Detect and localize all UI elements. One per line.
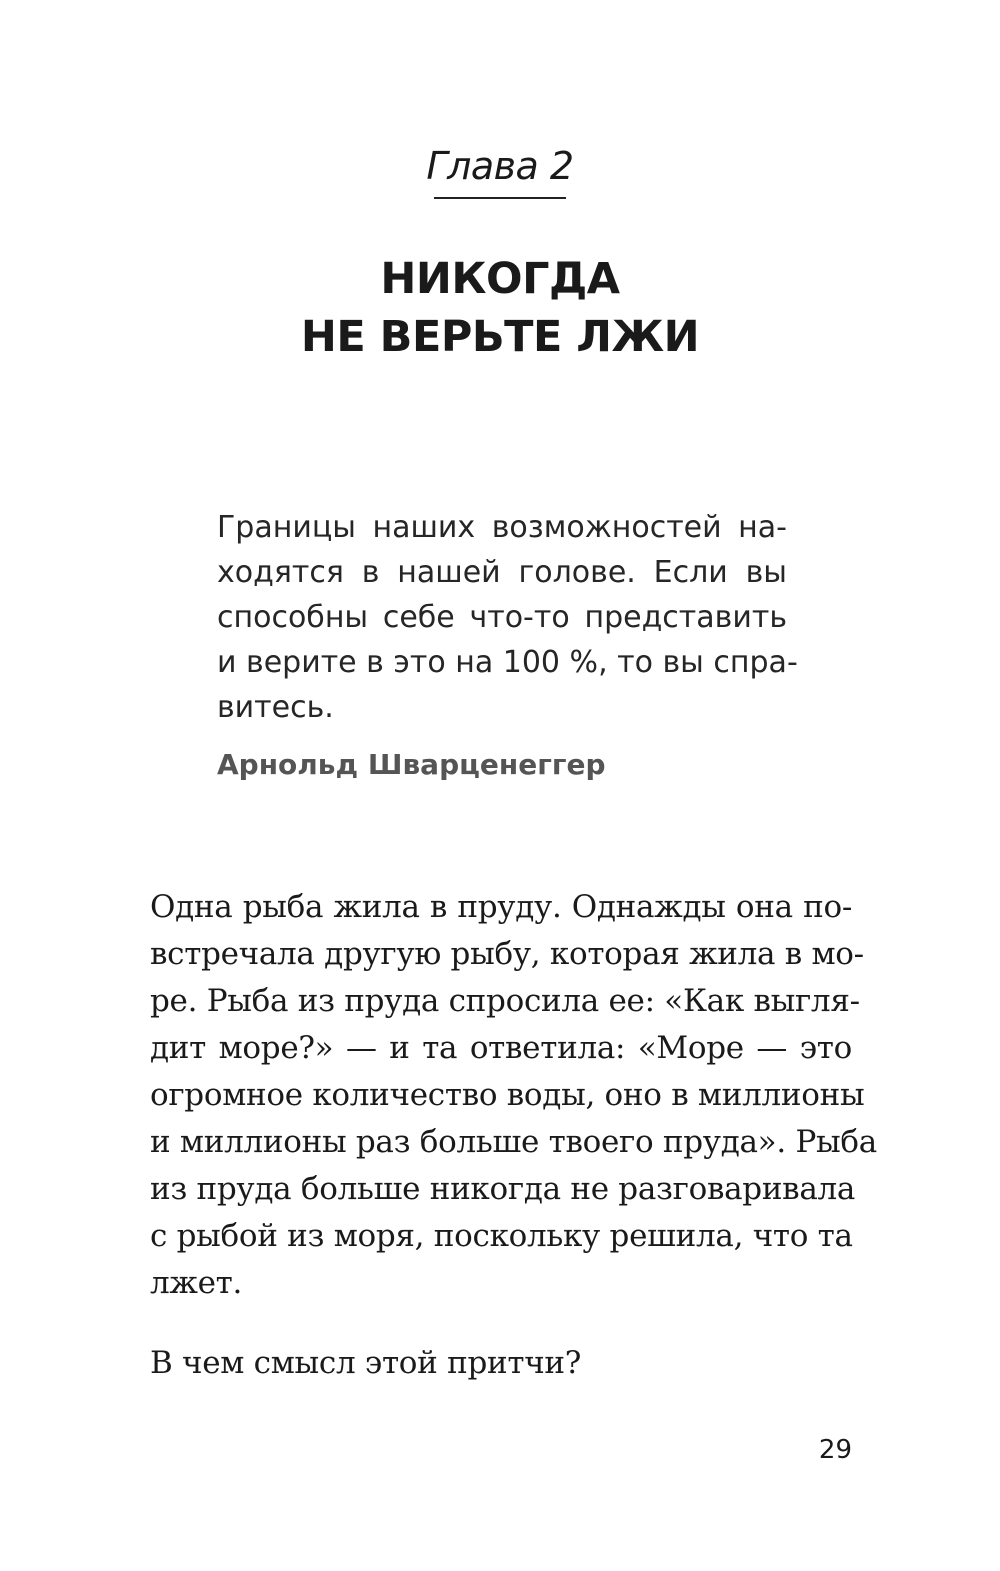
page-number: 29 — [818, 1435, 852, 1465]
body-line: встречала другую рыбу, которая жила в мо- — [150, 936, 864, 972]
body-paragraph — [150, 884, 877, 1307]
body-line: с рыбой из моря, поскольку решила, что та — [150, 1218, 853, 1254]
epigraph-quote — [217, 505, 798, 730]
epigraph-line: и верите в это на 100 %, то вы спра- — [217, 645, 798, 680]
chapter-title — [0, 250, 1000, 366]
epigraph-line: витесь. — [217, 690, 334, 725]
body-line: Одна рыба жила в пруду. Однажды она по- — [150, 889, 852, 925]
body-line: дит море?» — и та ответила: «Море — это — [150, 1030, 852, 1066]
epigraph-line: ходятся в нашей голове. Если вы — [217, 555, 787, 590]
body-line: лжет. — [150, 1265, 243, 1301]
chapter-label: Глава 2 — [426, 144, 574, 188]
epigraph-line: способны себе что-то представить — [217, 600, 787, 635]
body-line: и миллионы раз больше твоего пруда». Рыба — [150, 1124, 877, 1160]
epigraph-author: Арнольд Шварценеггер — [217, 748, 606, 781]
epigraph-line: Границы наших возможностей на- — [217, 510, 787, 545]
chapter-title-line: НИКОГДА — [380, 254, 620, 304]
chapter-title-line: НЕ ВЕРЬТЕ ЛЖИ — [300, 312, 700, 362]
chapter-underline — [434, 197, 566, 199]
body-question: В чем смысл этой притчи? — [150, 1345, 582, 1381]
body-line: из пруда больше никогда не разговаривала — [150, 1171, 856, 1207]
body-line: огромное количество воды, оно в миллионы — [150, 1077, 865, 1113]
body-line: ре. Рыба из пруда спросила ее: «Как выгля- — [150, 983, 860, 1019]
